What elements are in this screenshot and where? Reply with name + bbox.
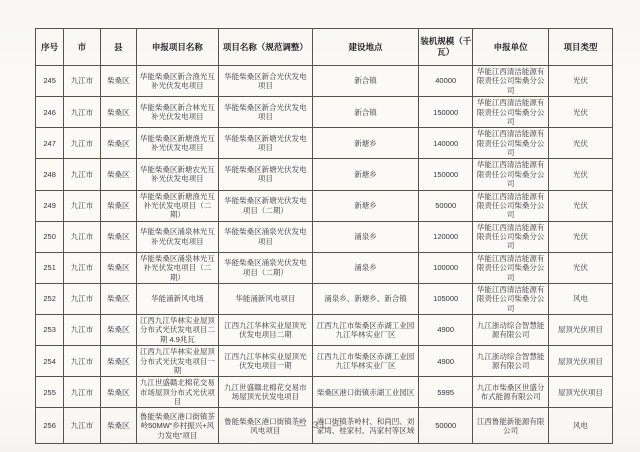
- table-row: [36, 159, 613, 190]
- cell-no: 255: [36, 377, 64, 408]
- header-adjusted-name: 项目名称（规范调整）: [218, 29, 312, 66]
- cell-location: 新合镇: [312, 97, 418, 128]
- cell-no: 245: [36, 66, 64, 97]
- table-body: [36, 66, 613, 444]
- cell-capacity-kw: 50000: [419, 190, 473, 221]
- cell-capacity-kw: 50000: [419, 408, 473, 444]
- cell-capacity-kw: 5995: [419, 377, 473, 408]
- cell-applicant: 华能江西清洁能源有限责任公司柴桑分公司: [473, 159, 549, 190]
- cell-no: 252: [36, 283, 64, 314]
- cell-no: 246: [36, 97, 64, 128]
- cell-location: 涌泉乡、新塘乡、新合镇: [312, 283, 418, 314]
- table-row: [36, 97, 613, 128]
- cell-county: 柴桑区: [100, 66, 136, 97]
- cell-project-type: 光伏: [548, 190, 612, 221]
- cell-project-type: 光伏: [548, 221, 612, 252]
- cell-no: 249: [36, 190, 64, 221]
- cell-county: 柴桑区: [100, 97, 136, 128]
- cell-capacity-kw: 100000: [419, 252, 473, 283]
- cell-project-type: 屋顶光伏项目: [548, 315, 612, 346]
- cell-adjusted-name: 华能柴桑区新合光伏发电项目: [218, 66, 312, 97]
- cell-county: 柴桑区: [100, 128, 136, 159]
- cell-capacity-kw: 105000: [419, 283, 473, 314]
- cell-location: 港口街镇茶岭村、和尚凹、刘家塆、桂家村、冯家村等区域: [312, 408, 418, 444]
- cell-applicant: 九江浙动综合智慧能源有限公司: [473, 346, 549, 377]
- cell-county: 柴桑区: [100, 252, 136, 283]
- projects-table: [35, 28, 613, 444]
- table-header-row: [36, 29, 613, 66]
- cell-declared-name: 华能涌新风电场: [136, 283, 218, 314]
- header-declared-name: 申报项目名称: [136, 29, 218, 66]
- cell-capacity-kw: 40000: [419, 66, 473, 97]
- header-city: 市: [64, 29, 100, 66]
- table-row: [36, 252, 613, 283]
- cell-project-type: 光伏: [548, 66, 612, 97]
- cell-capacity-kw: 4900: [419, 315, 473, 346]
- table-row: [36, 346, 613, 377]
- header-location: 建设地点: [312, 29, 418, 66]
- cell-adjusted-name: 华能涌新风电项目: [218, 283, 312, 314]
- table-row: [36, 190, 613, 221]
- cell-county: 柴桑区: [100, 190, 136, 221]
- cell-applicant: 华能江西清洁能源有限责任公司柴桑分公司: [473, 97, 549, 128]
- cell-location: 涌泉乡: [312, 252, 418, 283]
- cell-applicant: 九江浙动综合智慧能源有限公司: [473, 315, 549, 346]
- cell-applicant: 九江市柴桑区世盛分布式能源有限公司: [473, 377, 549, 408]
- cell-applicant: 华能江西清洁能源有限责任公司柴桑分公司: [473, 283, 549, 314]
- cell-adjusted-name: 华能柴桑区涌泉光伏发电项目（二期）: [218, 252, 312, 283]
- cell-applicant: 华能江西清洁能源有限责任公司柴桑分公司: [473, 66, 549, 97]
- header-no: 序号: [36, 29, 64, 66]
- cell-capacity-kw: 150000: [419, 159, 473, 190]
- cell-location: 江西九江市柴桑区赤湖工业园九江华林实业厂区: [312, 315, 418, 346]
- table-row: [36, 221, 613, 252]
- cell-no: 250: [36, 221, 64, 252]
- cell-county: 柴桑区: [100, 346, 136, 377]
- cell-capacity-kw: 140000: [419, 128, 473, 159]
- cell-applicant: 华能江西清洁能源有限责任公司柴桑分公司: [473, 128, 549, 159]
- cell-no: 251: [36, 252, 64, 283]
- cell-applicant: 华能江西清洁能源有限责任公司柴桑分公司: [473, 190, 549, 221]
- cell-declared-name: 华能柴桑区新合林光互补光伏发电项目: [136, 97, 218, 128]
- cell-city: 九江市: [64, 190, 100, 221]
- cell-location: 新合镇: [312, 66, 418, 97]
- table-row: [36, 128, 613, 159]
- header-capacity-kw: 装机规模（千瓦）: [419, 29, 473, 66]
- table-row: [36, 66, 613, 97]
- cell-city: 九江市: [64, 283, 100, 314]
- table-row: [36, 377, 613, 408]
- cell-project-type: 光伏: [548, 128, 612, 159]
- cell-city: 九江市: [64, 97, 100, 128]
- cell-city: 九江市: [64, 128, 100, 159]
- header-county: 县: [100, 29, 136, 66]
- cell-no: 247: [36, 128, 64, 159]
- cell-county: 柴桑区: [100, 408, 136, 444]
- cell-capacity-kw: 120000: [419, 221, 473, 252]
- cell-adjusted-name: 鲁能柴桑区港口街镇茶岭风电项目: [218, 408, 312, 444]
- cell-declared-name: 江西九江华林实业屋顶分布式光伏发电项目一期: [136, 346, 218, 377]
- cell-city: 九江市: [64, 346, 100, 377]
- cell-city: 九江市: [64, 315, 100, 346]
- cell-no: 254: [36, 346, 64, 377]
- cell-county: 柴桑区: [100, 283, 136, 314]
- cell-adjusted-name: 九江世盛赣北棉花交易市场屋顶光伏发电项目: [218, 377, 312, 408]
- cell-location: 新塘乡: [312, 159, 418, 190]
- cell-city: 九江市: [64, 252, 100, 283]
- cell-no: 253: [36, 315, 64, 346]
- cell-county: 柴桑区: [100, 315, 136, 346]
- cell-adjusted-name: 华能柴桑区新塘光伏发电项目: [218, 128, 312, 159]
- cell-adjusted-name: 华能柴桑区新塘光伏发电项目（二期）: [218, 190, 312, 221]
- cell-applicant: 华能江西清洁能源有限责任公司柴桑分公司: [473, 221, 549, 252]
- table-row: [36, 283, 613, 314]
- cell-capacity-kw: 150000: [419, 97, 473, 128]
- cell-applicant: 华能江西清洁能源有限责任公司柴桑分公司: [473, 252, 549, 283]
- header-project-type: 项目类型: [548, 29, 612, 66]
- cell-project-type: 风电: [548, 283, 612, 314]
- cell-city: 九江市: [64, 159, 100, 190]
- cell-adjusted-name: 华能柴桑区涌泉光伏发电项目: [218, 221, 312, 252]
- cell-city: 九江市: [64, 221, 100, 252]
- cell-declared-name: 华能柴桑区新合渔光互补光伏发电项目: [136, 66, 218, 97]
- cell-adjusted-name: 江西九江华林实业屋顶光伏发电项目一期: [218, 346, 312, 377]
- cell-no: 256: [36, 408, 64, 444]
- cell-applicant: 江西鲁能新能源有限公司: [473, 408, 549, 444]
- cell-city: 九江市: [64, 408, 100, 444]
- table-row: [36, 315, 613, 346]
- cell-declared-name: 华能柴桑区新塘农光互补光伏发电项目: [136, 159, 218, 190]
- cell-project-type: 光伏: [548, 159, 612, 190]
- cell-project-type: 光伏: [548, 252, 612, 283]
- cell-city: 九江市: [64, 377, 100, 408]
- cell-adjusted-name: 江西九江华林实业屋顶光伏发电项目二期: [218, 315, 312, 346]
- cell-location: 涌泉乡: [312, 221, 418, 252]
- cell-declared-name: 华能柴桑区新塘渔光互补光伏发电项目（二期）: [136, 190, 218, 221]
- cell-declared-name: 华能柴桑区涌泉林光互补光伏发电项目（二期）: [136, 252, 218, 283]
- cell-declared-name: 华能柴桑区新塘渔光互补光伏发电项目: [136, 128, 218, 159]
- cell-city: 九江市: [64, 66, 100, 97]
- cell-project-type: 光伏: [548, 97, 612, 128]
- cell-location: 江西九江市柴桑区赤湖工业园九江华林实业厂区: [312, 346, 418, 377]
- cell-project-type: 屋顶光伏项目: [548, 346, 612, 377]
- cell-county: 柴桑区: [100, 221, 136, 252]
- cell-location: 柴桑区港口街镇赤湖工业园区: [312, 377, 418, 408]
- header-applicant: 申报单位: [473, 29, 549, 66]
- cell-no: 248: [36, 159, 64, 190]
- cell-adjusted-name: 华能柴桑区新塘光伏发电项目: [218, 159, 312, 190]
- cell-county: 柴桑区: [100, 159, 136, 190]
- cell-project-type: 风电: [548, 408, 612, 444]
- cell-declared-name: 江西九江华林实业屋顶分布式光伏发电项目二期 4.9兆瓦: [136, 315, 218, 346]
- cell-declared-name: 华能柴桑区涌泉林光互补光伏发电项目: [136, 221, 218, 252]
- cell-location: 新塘乡: [312, 190, 418, 221]
- cell-county: 柴桑区: [100, 377, 136, 408]
- cell-capacity-kw: 4900: [419, 346, 473, 377]
- cell-declared-name: 九江世盛赣北棉花交易市场屋顶分布式光伏项目: [136, 377, 218, 408]
- cell-adjusted-name: 华能柴桑区新合光伏发电项目: [218, 97, 312, 128]
- cell-declared-name: 鲁能柴桑区港口街镇茶岭50MW“乡村振兴+风力发电”项目: [136, 408, 218, 444]
- cell-location: 新塘乡: [312, 128, 418, 159]
- cell-project-type: 屋顶光伏项目: [548, 377, 612, 408]
- page-number: — 31 —: [296, 420, 344, 431]
